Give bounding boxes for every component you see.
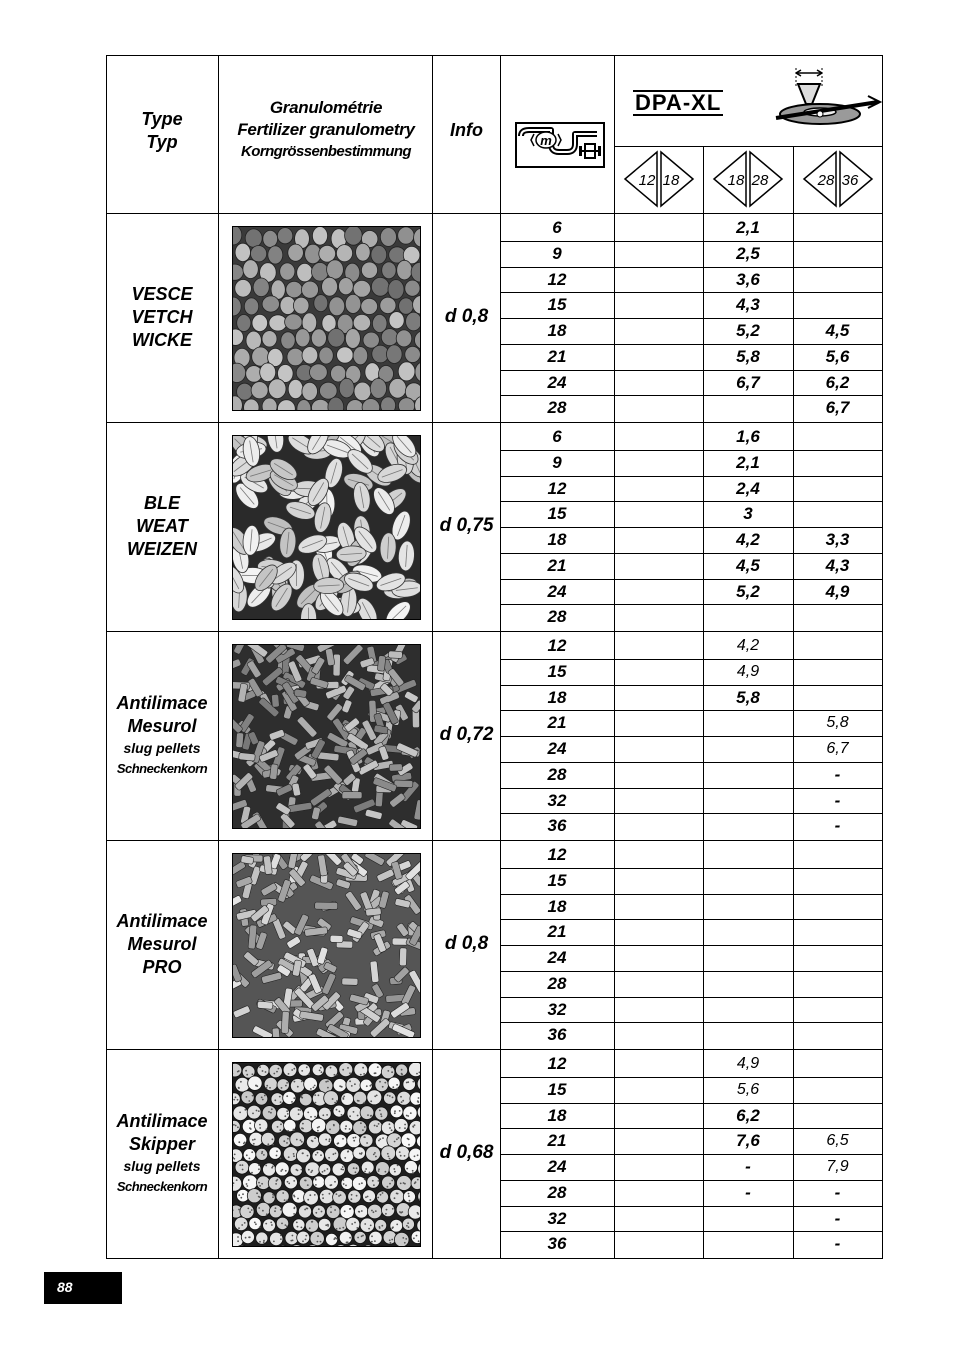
table-row-line (501, 710, 882, 711)
setting-cell-28-36: - (834, 1208, 841, 1228)
setting-cell-28-36 (793, 894, 882, 919)
table-row-line (501, 579, 882, 580)
setting-cell-28-36 (793, 476, 882, 501)
setting-cell-18-28: 4,3 (736, 295, 760, 315)
setting-cell-18-28: - (745, 1157, 751, 1176)
table-row-line (501, 945, 882, 946)
setting-cell-18-28 (703, 710, 793, 735)
setting-cell-18-28: 4,9 (736, 662, 760, 680)
range-min: 28 (817, 172, 834, 189)
grid-vline (432, 55, 433, 1259)
table-row-line (501, 370, 882, 371)
table-row-line (501, 919, 882, 920)
product-name (106, 1110, 218, 1197)
product-name (106, 692, 218, 779)
speed-cell: 12 (547, 636, 567, 655)
table-right-border (882, 55, 883, 1259)
speed-cell: 6 (552, 218, 562, 237)
section-divider (106, 1049, 883, 1050)
setting-cell-18-28: 3 (743, 504, 753, 524)
setting-cell-18-28 (703, 1231, 793, 1256)
grid-vline (218, 55, 219, 1259)
speed-cell: 24 (547, 581, 567, 601)
speed-cell: 15 (547, 870, 567, 890)
setting-cell-28-36 (793, 997, 882, 1022)
setting-cell-28-36 (793, 241, 882, 266)
speed-cell: 12 (547, 1054, 567, 1073)
table-row-line (501, 1077, 882, 1078)
setting-cell-18-28: 5,6 (736, 1080, 760, 1098)
setting-cell-18-28: 6,2 (736, 1105, 760, 1125)
speed-cell: 24 (547, 1157, 567, 1176)
setting-cell-28-36 (793, 1103, 882, 1128)
speed-cell: 28 (547, 973, 567, 993)
info-header: Info (450, 120, 483, 140)
setting-cell-18-28: 3,6 (736, 269, 760, 289)
table-row-line (501, 1206, 882, 1207)
product-name-line: BLE (144, 493, 180, 513)
machine-logo: DPA-XL (635, 90, 722, 115)
granulometry-header-de: Korngrössenbestimmung (241, 143, 411, 160)
section-divider (106, 422, 883, 423)
product-subtitle-line: Schneckenkorn (116, 760, 208, 776)
table-row-line (501, 788, 882, 789)
section-divider (106, 213, 883, 214)
setting-cell-28-36 (793, 1022, 882, 1047)
product-name (106, 492, 218, 561)
setting-cell-28-36 (793, 633, 882, 658)
setting-cell-28-36 (793, 685, 882, 710)
product-subtitle-line: slug pellets (123, 1157, 201, 1174)
speed-cell: 9 (552, 452, 562, 472)
range-min: 12 (638, 172, 655, 189)
product-name (106, 283, 218, 352)
setting-cell-28-36: - (834, 764, 841, 784)
setting-cell-18-28 (703, 945, 793, 970)
section-divider (106, 840, 883, 841)
setting-cell-28-36: 6,7 (825, 398, 850, 418)
table-row-line (501, 476, 882, 477)
table-row-line (501, 267, 882, 268)
grid-vline (703, 146, 704, 1259)
speed-cell: 32 (547, 999, 567, 1019)
product-name-line: Mesurol (127, 934, 197, 954)
speed-cell: 15 (547, 295, 567, 315)
table-row-line (501, 395, 882, 396)
speed-cell: 6 (552, 427, 562, 446)
range-max: 28 (751, 172, 769, 189)
speed-cell: 36 (547, 1025, 567, 1045)
setting-cell-28-36 (793, 450, 882, 475)
setting-cell-18-28 (703, 919, 793, 944)
table-row-line (501, 868, 882, 869)
setting-cell-18-28: 5,8 (736, 687, 760, 707)
spreader-disc-icon (772, 66, 884, 132)
speed-icon-letter: m (540, 133, 552, 148)
speed-cell: 36 (547, 1234, 567, 1254)
speed-cell: 24 (547, 372, 567, 392)
speed-cell: 15 (547, 504, 567, 524)
setting-cell-18-28: 5,8 (736, 346, 760, 366)
speed-cell: 32 (547, 790, 567, 810)
speed-cell: 24 (547, 948, 567, 967)
speed-cell: 28 (547, 1182, 567, 1202)
speed-cell: 24 (547, 739, 567, 758)
speed-cell: 12 (547, 269, 567, 289)
product-name-line: WEIZEN (127, 539, 197, 559)
type-header-fr: Type (141, 109, 183, 129)
setting-cell-18-28 (703, 894, 793, 919)
setting-cell-28-36 (793, 215, 882, 240)
speed-cell: 21 (547, 713, 567, 733)
setting-cell-28-36: - (834, 1182, 841, 1202)
setting-cell-18-28 (703, 762, 793, 787)
setting-cell-18-28: 6,7 (736, 372, 760, 392)
setting-cell-18-28: 2,5 (736, 243, 760, 263)
setting-cell-28-36: 4,9 (825, 581, 850, 601)
speed-cell: 32 (547, 1208, 567, 1228)
granulometry-header-fr: Granulométrie (269, 98, 383, 117)
product-name-line: Antilimace (116, 911, 208, 931)
table-row-line (501, 762, 882, 763)
table-row-line (501, 501, 882, 502)
product-name-line: Skipper (128, 1133, 196, 1154)
setting-cell-18-28 (703, 971, 793, 996)
setting-cell-28-36 (793, 1077, 882, 1102)
speed-cell: 36 (547, 816, 567, 836)
product-sample-photo (232, 226, 421, 411)
product-subtitle-line: slug pellets (123, 739, 201, 756)
product-name-line: Antilimace (116, 692, 208, 713)
table-row-line (501, 659, 882, 660)
type-header (106, 108, 218, 154)
table-bottom-border (106, 1258, 883, 1259)
speed-cell: 15 (547, 1079, 567, 1099)
setting-cell-28-36 (793, 424, 882, 449)
table-left-border (106, 55, 107, 1259)
setting-cell-18-28: 7,6 (736, 1131, 760, 1151)
setting-cell-28-36 (793, 604, 882, 629)
type-header-de: Typ (146, 132, 178, 152)
range-badge-28-36 (800, 150, 876, 208)
setting-cell-18-28: 2,1 (736, 452, 760, 472)
product-density: d 0,72 (439, 723, 494, 745)
setting-cell-28-36: - (834, 790, 841, 810)
table-row-line (501, 1231, 882, 1232)
table-row-line (501, 292, 882, 293)
granulometry-header (219, 97, 433, 163)
setting-cell-28-36 (793, 971, 882, 996)
setting-cell-28-36: 5,8 (826, 714, 849, 732)
speed-cell: 15 (547, 661, 567, 681)
setting-cell-18-28: 2,1 (736, 218, 760, 237)
setting-cell-18-28: 4,2 (736, 637, 760, 654)
grid-vline (500, 55, 501, 1259)
header-split-line (614, 146, 883, 147)
setting-cell-28-36: 6,5 (826, 1132, 849, 1150)
product-sample-photo (232, 644, 421, 829)
product-subtitle-line: Schneckenkorn (116, 1178, 208, 1194)
setting-cell-18-28 (703, 736, 793, 761)
setting-cell-28-36: 4,3 (825, 555, 850, 575)
grid-vline (793, 146, 794, 1259)
table-row-line (501, 450, 882, 451)
setting-cell-28-36: 4,5 (825, 321, 850, 340)
setting-cell-28-36: 7,9 (826, 1158, 849, 1175)
speed-cell: 18 (547, 687, 567, 707)
product-sample-photo (232, 1062, 421, 1247)
setting-cell-18-28: 4,9 (736, 1055, 760, 1072)
page-number: 88 (44, 1272, 122, 1304)
setting-cell-18-28: 1,6 (736, 427, 760, 446)
speed-cell: 18 (547, 1105, 567, 1125)
speed-cell: 28 (547, 398, 567, 418)
table-row-line (501, 1154, 882, 1155)
grid-vline (614, 55, 615, 1259)
setting-cell-28-36 (793, 1051, 882, 1076)
product-name-line: WICKE (132, 330, 192, 350)
product-sample-photo (232, 435, 421, 620)
setting-cell-18-28: 4,5 (736, 555, 760, 575)
range-badge-12-18 (621, 150, 697, 208)
setting-cell-18-28: 2,4 (736, 478, 760, 498)
product-density: d 0,75 (439, 514, 494, 536)
speed-cell: 21 (547, 922, 567, 942)
product-density: d 0,8 (444, 305, 489, 327)
setting-cell-18-28: 5,2 (736, 321, 760, 340)
product-name-line: Mesurol (127, 715, 197, 736)
setting-cell-28-36: - (834, 816, 841, 836)
table-row-line (501, 997, 882, 998)
product-density: d 0,8 (444, 932, 489, 954)
speed-cell: 28 (547, 607, 567, 627)
setting-cell-28-36 (793, 267, 882, 292)
speed-conveyor-icon (515, 122, 605, 168)
setting-cell-28-36 (793, 868, 882, 893)
table-row-line (501, 1128, 882, 1129)
table-top-border (106, 55, 883, 56)
speed-cell: 12 (547, 478, 567, 498)
setting-cell-18-28 (703, 604, 793, 629)
setting-cell-28-36: - (834, 1234, 841, 1254)
product-density: d 0,68 (439, 1141, 494, 1163)
setting-cell-18-28 (703, 868, 793, 893)
setting-cell-18-28 (703, 1022, 793, 1047)
range-min: 18 (727, 172, 745, 189)
setting-cell-28-36 (793, 842, 882, 867)
table-row-line (501, 1180, 882, 1181)
setting-cell-18-28 (703, 395, 793, 420)
setting-cell-18-28: 4,2 (736, 530, 760, 549)
product-name (106, 910, 218, 979)
table-row-line (501, 685, 882, 686)
speed-cell: 21 (547, 555, 567, 575)
setting-cell-28-36: 6,2 (825, 372, 850, 392)
setting-cell-28-36 (793, 945, 882, 970)
table-row-line (501, 344, 882, 345)
granulometry-header-en: Fertilizer granulometry (237, 120, 415, 139)
product-name-line: WEAT (136, 516, 188, 536)
product-name-line: VESCE (131, 284, 193, 304)
range-max: 18 (662, 172, 679, 189)
table-row-line (501, 553, 882, 554)
table-row-line (501, 736, 882, 737)
speed-cell: 21 (547, 346, 567, 366)
setting-cell-18-28 (703, 788, 793, 813)
setting-cell-18-28: 5,2 (736, 581, 760, 601)
table-row-line (501, 318, 882, 319)
table-row-line (501, 604, 882, 605)
speed-cell: 9 (552, 243, 562, 263)
setting-cell-18-28 (703, 813, 793, 838)
speed-cell: 28 (547, 764, 567, 784)
speed-cell: 18 (547, 896, 567, 916)
setting-cell-28-36: 6,7 (826, 740, 849, 757)
table-row-line (501, 1022, 882, 1023)
setting-cell-18-28 (703, 1206, 793, 1231)
table-row-line (501, 971, 882, 972)
table-row-line (501, 813, 882, 814)
setting-cell-18-28 (703, 842, 793, 867)
product-name-line: VETCH (131, 307, 193, 327)
range-badge-18-28 (710, 150, 786, 208)
speed-cell: 18 (547, 321, 567, 340)
product-sample-photo (232, 853, 421, 1038)
speed-cell: 21 (547, 1131, 567, 1151)
setting-cell-28-36 (793, 919, 882, 944)
range-max: 36 (841, 172, 858, 189)
setting-cell-28-36 (793, 659, 882, 684)
table-row-line (501, 894, 882, 895)
product-name-line: PRO (142, 957, 182, 977)
speed-cell: 18 (547, 530, 567, 549)
table-row-line (501, 1103, 882, 1104)
section-divider (106, 631, 883, 632)
setting-cell-18-28: - (745, 1182, 751, 1202)
speed-cell: 12 (547, 845, 567, 864)
table-row-line (501, 527, 882, 528)
setting-cell-28-36 (793, 501, 882, 526)
product-name-line: Antilimace (116, 1110, 208, 1131)
setting-cell-18-28 (703, 997, 793, 1022)
setting-cell-28-36: 3,3 (825, 530, 850, 549)
setting-cell-28-36: 5,6 (825, 346, 850, 366)
table-row-line (501, 241, 882, 242)
setting-cell-28-36 (793, 292, 882, 317)
